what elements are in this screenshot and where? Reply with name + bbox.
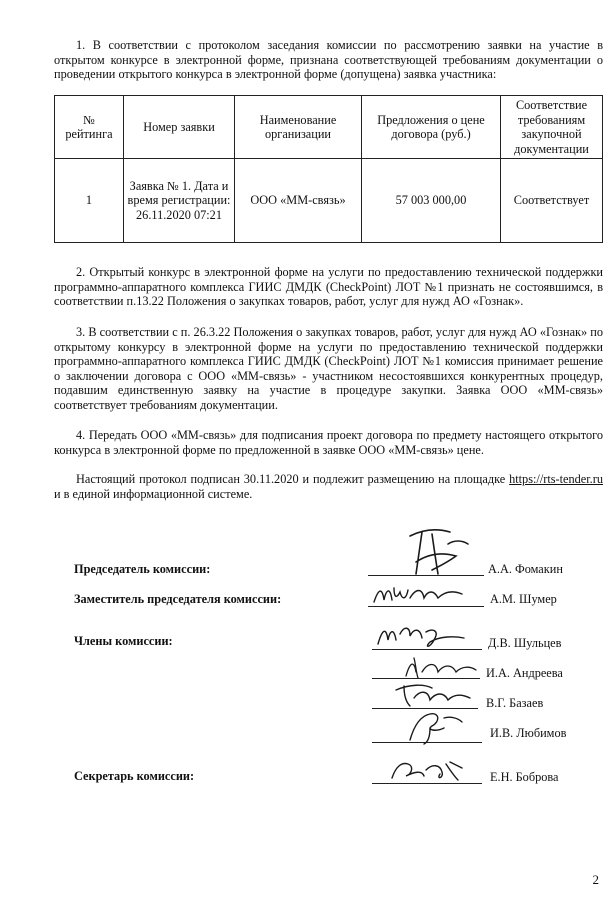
member1-signature xyxy=(370,620,470,652)
results-table xyxy=(54,95,603,243)
member4-signature xyxy=(400,708,470,746)
deputy-signature xyxy=(368,580,478,608)
chair-name: А.А. Фомакин xyxy=(488,562,563,576)
chair-signature xyxy=(392,522,474,578)
member1-name: Д.В. Шульцев xyxy=(488,636,562,650)
header-organization: Наименование организации xyxy=(235,96,362,159)
member3-name: В.Г. Базаев xyxy=(486,696,544,710)
deputy-label: Заместитель председателя комиссии: xyxy=(74,592,282,606)
cell-rank: 1 xyxy=(55,159,124,243)
deputy-name: А.М. Шумер xyxy=(490,592,557,606)
paragraph-4: 4. Передать ООО «ММ-связь» для подписания проект договора по предмету настоящего открытого конкурса в электронной форме по предложенной в заявке ООО «ММ-связь» цене. xyxy=(54,428,603,457)
chair-label: Председатель комиссии: xyxy=(74,562,211,576)
secretary-name: Е.Н. Боброва xyxy=(490,770,559,784)
secretary-label: Секретарь комиссии: xyxy=(74,769,195,783)
secretary-signature xyxy=(384,756,470,784)
paragraph-5-tail: и в единой информационной системе. xyxy=(54,486,253,501)
paragraph-5 xyxy=(54,472,603,501)
member2-signature xyxy=(400,654,480,682)
member4-name: И.В. Любимов xyxy=(490,726,567,740)
header-compliance: Соответствие требованиям закупочной документации xyxy=(501,96,603,159)
members-label: Члены комиссии: xyxy=(74,634,173,648)
cell-price: 57 003 000,00 xyxy=(362,159,501,243)
paragraph-1: 1. В соответствии с протоколом заседания комиссии по рассмотрению заявки на участие в открытом конкурсе в электронной форме, признана соответствующей требованиям документации о проведении открытого конкурса в электронной форме (допущена) заявка участника: xyxy=(54,38,603,81)
cell-organization: ООО «ММ-связь» xyxy=(235,159,362,243)
cell-application: Заявка № 1. Дата и время регистрации: 26.11.2020 07:21 xyxy=(124,159,235,243)
page-number: 2 xyxy=(592,872,599,887)
paragraph-3: 3. В соответствии с п. 26.3.22 Положения о закупках товаров, работ, услуг для нужд АО «Гознак» по открытому конкурсу в электронной форме на услуги по предоставлению технической поддержки программно-аппаратного комплекса ГИИС ДМДК (CheckPoint) ЛОТ №1 комиссия принимает решение о заключении договора с ООО «ММ-связь» - участником несостоявшихся конкурентных процедур, подавшим единственную заявку на участие в процедуре закупки. Заявка ООО «ММ-связь» соответствует требованиям документации. xyxy=(54,325,603,412)
member2-name: И.А. Андреева xyxy=(486,666,563,680)
header-rank: № рейтинга xyxy=(55,96,124,159)
table-row xyxy=(55,159,603,243)
header-price: Предложения о цене договора (руб.) xyxy=(362,96,501,159)
cell-compliance: Соответствует xyxy=(501,159,603,243)
paragraph-5-text: Настоящий протокол подписан 30.11.2020 и подлежит размещению на площадке xyxy=(76,472,510,486)
paragraph-2: 2. Открытый конкурс в электронной форме на услуги по предоставлению технической поддержки программно-аппаратного комплекса ГИИС ДМДК (CheckPoint) ЛОТ №1 признать не состоявшимся, в соответствии п.13.22 Положения о закупках товаров, работ, услуг для нужд АО «Гознак». xyxy=(54,265,603,308)
table-header-row xyxy=(55,96,603,159)
tender-site-link[interactable]: https://rts-tender.ru xyxy=(509,472,603,486)
header-application: Номер заявки xyxy=(124,96,235,159)
